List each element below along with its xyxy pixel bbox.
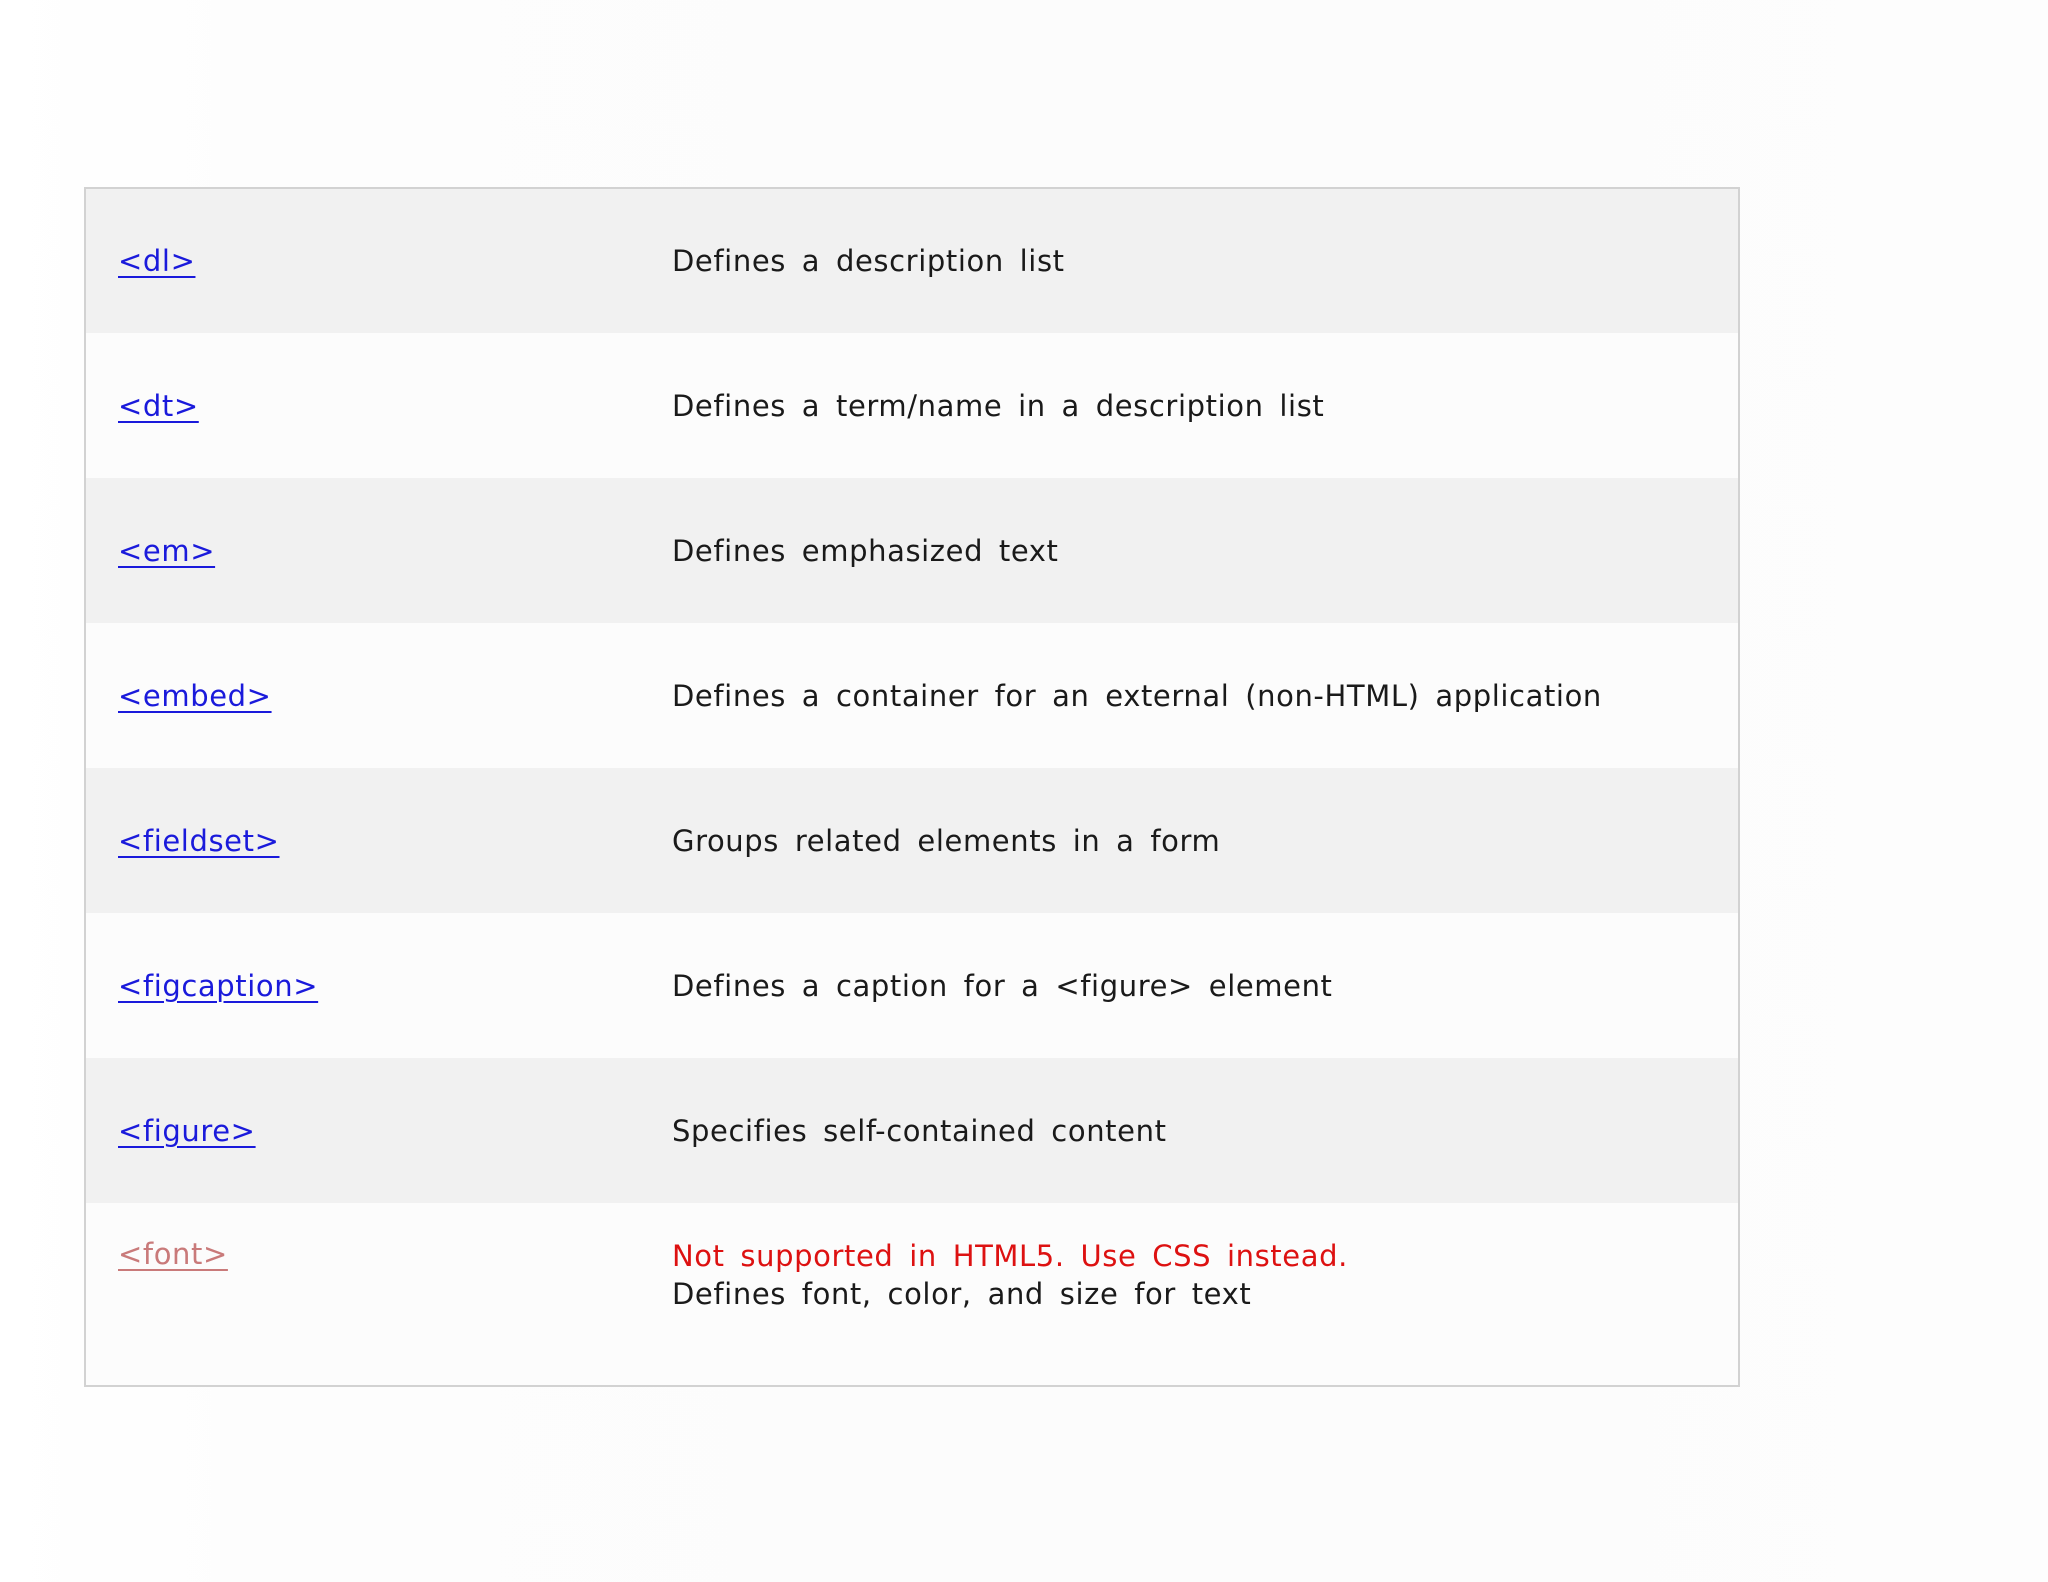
tag-description: Defines a caption for a <figure> element: [672, 968, 1333, 1003]
description-cell: [672, 532, 1738, 570]
tag-cell: [86, 969, 672, 1003]
table-row: [86, 1203, 1738, 1385]
description-cell: [672, 967, 1738, 1005]
tag-description: Defines emphasized text: [672, 533, 1059, 568]
tag-cell: [86, 824, 672, 858]
tag-cell: [86, 1114, 672, 1148]
tag-description: Specifies self-contained content: [672, 1113, 1167, 1148]
tag-link-dt[interactable]: <dt>: [118, 388, 199, 423]
table-row: [86, 913, 1738, 1058]
tag-description: Defines a description list: [672, 244, 1065, 278]
tag-description: Defines a term/name in a description list: [672, 388, 1325, 423]
description-cell: [672, 1237, 1738, 1313]
tag-cell: [86, 679, 672, 713]
tag-cell: [86, 244, 672, 278]
description-cell: [672, 677, 1738, 715]
tag-link-font[interactable]: <font>: [118, 1237, 228, 1271]
table-row: [86, 478, 1738, 623]
tag-link-figure[interactable]: <figure>: [118, 1113, 256, 1148]
tag-cell: [86, 389, 672, 423]
tag-description: Defines font, color, and size for text: [672, 1277, 1252, 1311]
tag-link-fieldset[interactable]: <fieldset>: [118, 823, 280, 858]
tag-cell: [86, 1237, 672, 1271]
tag-link-em[interactable]: <em>: [118, 533, 216, 568]
table-row: [86, 1058, 1738, 1203]
deprecation-warning: Not supported in HTML5. Use CSS instead.: [672, 1239, 1348, 1273]
table-row: [86, 333, 1738, 478]
table-row: [86, 189, 1738, 333]
tag-description: Groups related elements in a form: [672, 823, 1221, 858]
tag-link-figcaption[interactable]: <figcaption>: [118, 968, 319, 1003]
description-cell: [672, 1112, 1738, 1150]
table-row: [86, 623, 1738, 768]
table-row: [86, 768, 1738, 913]
tag-cell: [86, 534, 672, 568]
tag-reference-table: [84, 187, 1740, 1387]
tag-link-embed[interactable]: <embed>: [118, 678, 272, 713]
tag-description: Defines a container for an external (non-HTML) application: [672, 678, 1602, 713]
description-cell: [672, 387, 1738, 425]
tag-link-dl[interactable]: <dl>: [118, 244, 196, 278]
description-cell: [672, 242, 1738, 280]
description-cell: [672, 822, 1738, 860]
